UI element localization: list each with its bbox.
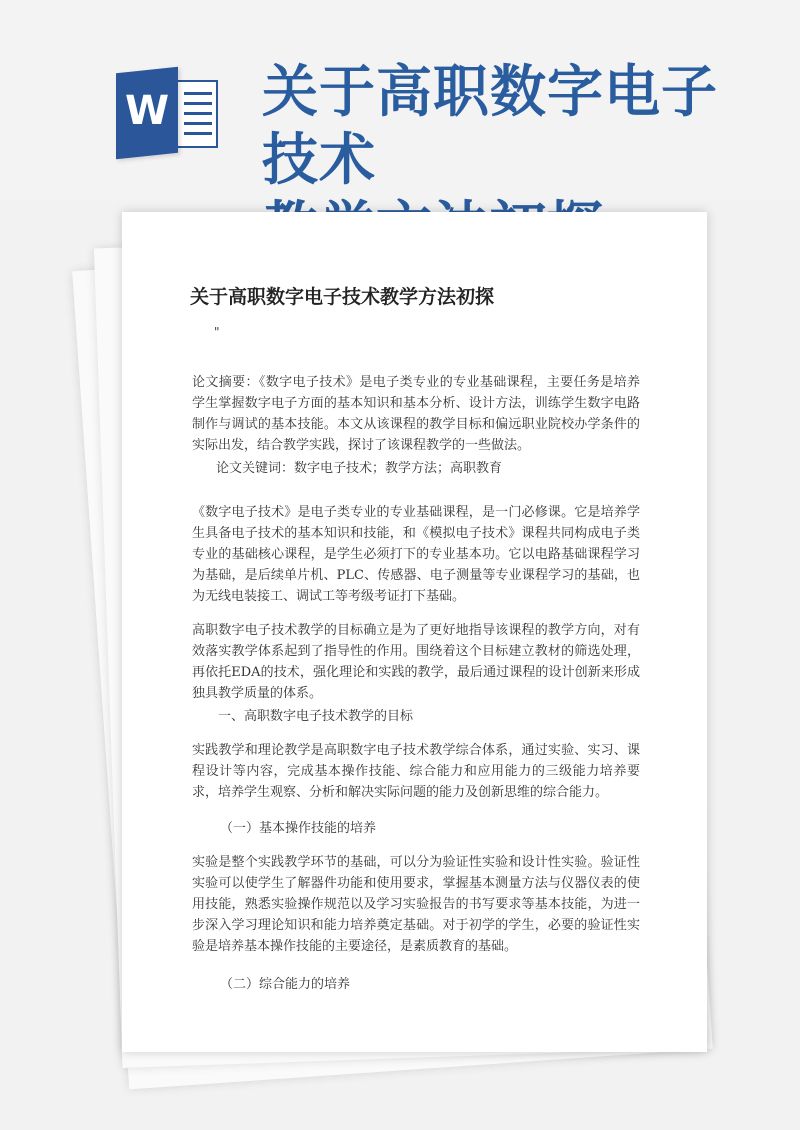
abstract-paragraph: 论文摘要：《数字电子技术》是电子类专业的专业基础课程，主要任务是培养学生掌握数字电子方面的基本知识和基本分析、设计方法，训练学生数字电路制作与调试的基本技能。本文从该课程的教学目标和偏远职业院校办学条件的实际出发，结合教学实践，探讨了该课程教学的一些做法。 xyxy=(192,375,640,453)
body-paragraph-3: 实践教学和理论教学是高职数字电子技术教学综合体系，通过实验、实习、课程设计等内容，完成基本操作技能、综合能力和应用能力的三级能力培养要求，培养学生观察、分析和解决实际问题的能力及创新思维的综合能力。 xyxy=(192,743,640,800)
section-heading-1: 一、高职数字电子技术教学的目标 xyxy=(218,709,414,724)
body-paragraph-4: 实验是整个实践教学环节的基础，可以分为验证性实验和设计性实验。验证性实验可以使学生了解器件功能和使用要求，掌握基本测量方法与仪器仪表的使用技能，熟悉实验操作规范以及学习实验报告的书写要求等基本技能，为进一步深入学习理论知识和能力培养奠定基础。对于初学的学生，必要的验证性实验是培养基本操作技能的主要途径，是素质教育的基础。 xyxy=(192,855,640,954)
subsection-heading-1: （一）基本操作技能的培养 xyxy=(220,821,377,836)
body-paragraph-2: 高职数字电子技术教学的目标确立是为了更好地指导该课程的教学方向，对有效落实教学体系起到了指导性的作用。围绕着这个目标建立教材的筛选处理，再依托EDA的技术，强化理论和实践的教学，最后通过课程的设计创新来形成独具教学质量的体系。 xyxy=(192,623,640,701)
subsection-heading-2: （二）综合能力的培养 xyxy=(220,977,351,992)
document-page xyxy=(122,212,707,1052)
keywords-line: 论文关键词：数字电子技术；教学方法；高职教育 xyxy=(216,461,503,476)
body-paragraph-1: 《数字电子技术》是电子类专业的专业基础课程，是一门必修课。它是培养学生具备电子技术的基本知识和技能，和《模拟电子技术》课程共同构成电子类专业的基础核心课程，是学生必须打下的专业基本功。它以电路基础课程学习为基础，是后续单片机、PLC、传感器、电子测量等专业课程学习的基础，也为无线电装接工、调试工等考级考证打下基础。 xyxy=(192,505,640,604)
quote-mark: " xyxy=(214,325,220,339)
word-icon xyxy=(116,70,220,156)
word-logo-letter: W xyxy=(124,88,170,134)
document-title: 关于高职数字电子技术教学方法初探 xyxy=(190,286,495,308)
banner-title-line1: 关于高职数字电子技术 xyxy=(262,59,718,193)
banner xyxy=(0,0,800,200)
